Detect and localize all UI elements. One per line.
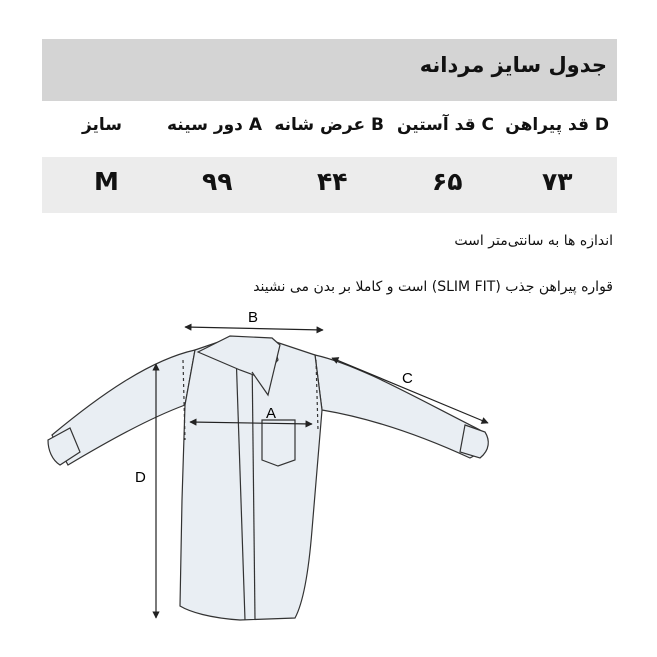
value-sleeve-length: ۶۵ [432,167,463,196]
header-chest: A دور سینه [167,115,262,135]
dimension-d-label: D [135,469,146,486]
table-header-row [42,101,617,157]
value-shoulder-width: ۴۴ [317,167,348,196]
dimension-b-line [185,327,323,330]
header-sleeve-length: C قد آستین [397,115,494,135]
fit-note: قواره پیراهن جذب (SLIM FIT) است و کاملا بر بدن می نشیند [253,279,613,295]
table-title-bar [42,39,617,101]
header-shirt-length: D قد پیراهن [505,115,609,135]
value-size: M [94,167,119,196]
value-shirt-length: ۷۳ [542,167,573,196]
header-size: سایز [81,115,122,135]
value-chest: ۹۹ [202,167,233,196]
dimension-c-label: C [402,370,413,387]
units-note: اندازه ها به سانتی‌متر است [454,233,613,249]
table-value-row [42,157,617,213]
dimension-b-label: B [248,309,259,326]
table-title: جدول سایز مردانه [419,53,607,77]
shirt-icon [48,336,488,620]
dimension-a-label: A [266,405,277,422]
header-shoulder-width: B عرض شانه [274,115,384,135]
shirt-measurement-diagram [40,300,510,630]
